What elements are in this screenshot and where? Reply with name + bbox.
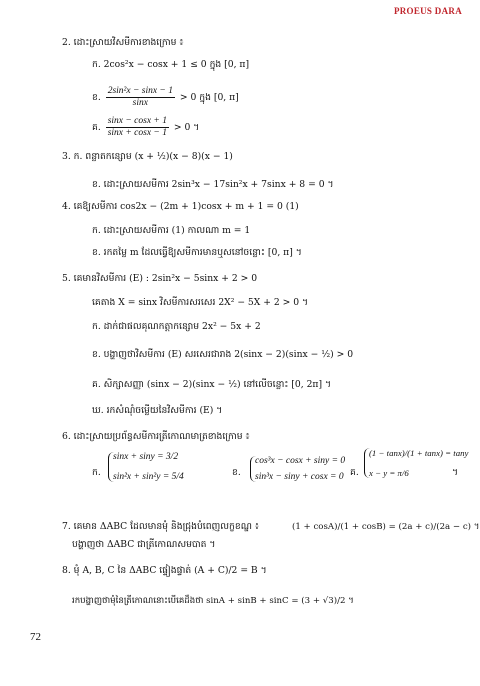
system-end: ។ bbox=[452, 467, 459, 478]
problem-5-b: ខ. បង្ហាញថាវិសមីការ (E) សរសេរជារាង 2(sinx − 2)(sinx − ½) > 0 bbox=[92, 349, 354, 360]
header-brand: PROEUS DARA bbox=[393, 6, 462, 16]
problem-3-a: 3. ក. ពន្លាតកន្សោម (x + ½)(x − 8)(x − 1) bbox=[62, 151, 233, 162]
problem-3-b: ខ. ដោះស្រាយសមីការ 2sin³x − 17sin²x + 7sinx + 8 = 0 ។ bbox=[92, 179, 334, 190]
problem-4-b: ខ. រកតម្លៃ m ដែលធ្វើឱ្យសមីការមានឬសនៅចន្លោះ [0, π] ។ bbox=[92, 247, 302, 258]
problem-7-heading: 7. គេមាន ΔABC ដែលមានមុំ និងជ្រុងបំពេញលក្ខខណ្ឌ ៖ bbox=[62, 521, 259, 532]
system-b: cos³x − cosx + siny = 0 sin³x − siny + cosx = 0 bbox=[250, 456, 345, 482]
problem-5-d: ឃ. រកសំណុំចម្លើយនៃវិសមីការ (E) ។ bbox=[92, 405, 223, 416]
system-b-label: ខ. bbox=[232, 467, 241, 478]
problem-6-heading: 6. ដោះស្រាយប្រព័ន្ធសមីការត្រីកោណមាត្រខាងក្រោម ៖ bbox=[62, 431, 250, 442]
problem-2-heading: 2. ដោះស្រាយវិសមីការខាងក្រោម ៖ bbox=[62, 37, 184, 48]
problem-5-intro: គេតាង X = sinx វិសមីការសរសេរ 2X² − 5X + 2 > 0 ។ bbox=[92, 297, 309, 308]
problem-2-c: គ. $\frac{\sin x - \cos x + 1}{\sin x + \cos x - 1}$ > 0 ។ bbox=[92, 116, 200, 138]
problem-8-task: រកបង្ហាញថាមុំនៃត្រីកោណនោះបើគេដឹងថា sinA + sinB + sinC = (3 + √3)/2 ។ bbox=[72, 596, 354, 606]
problem-8-heading: 8. មុំ A, B, C នៃ ΔABC ផ្ទៀងផ្ទាត់ (A + C)/2 = B ។ bbox=[62, 565, 267, 576]
system-c-label: គ. bbox=[350, 467, 359, 478]
page-number: 72 bbox=[30, 631, 41, 643]
problem-5-a: ក. ដាក់ជាផលគុណកត្តាកន្សោម 2x² − 5x + 2 bbox=[92, 321, 261, 332]
problem-7-equation: (1 + cosA)/(1 + cosB) = (2a + c)/(2a − c) ។ bbox=[292, 522, 480, 532]
problem-4-heading: 4. គេឱ្យសមីការ cos2x − (2m + 1)cosx + m + 1 = 0 (1) bbox=[62, 201, 299, 212]
problem-4-a: ក. ដោះស្រាយសមីការ (1) កាលណា m = 1 bbox=[92, 225, 251, 236]
problem-2-b: ខ. $\frac{\text{2sin²x − sinx − 1}}{\sin x}$ > 0 ក្នុង [0, π] bbox=[92, 86, 239, 108]
system-a-label: ក. bbox=[92, 467, 101, 478]
problem-5-heading: 5. គេមានវិសមីការ (E) : 2sin²x − 5sinx + 2 > 0 bbox=[62, 273, 258, 284]
problem-2-a: ក. 2cos²x − cosx + 1 ≤ 0 ក្នុង [0, π] bbox=[92, 59, 250, 70]
system-c: (1 − tanx)/(1 + tanx) = tany x − y = π/6 bbox=[364, 448, 468, 478]
problem-5-c: គ. សិក្សាសញ្ញា (sinx − 2)(sinx − ½) នៅលើចន្លោះ [0, 2π] ។ bbox=[92, 379, 332, 390]
problem-7-task: បង្ហាញថា ΔABC ជាត្រីកោណសមបាត ។ bbox=[72, 539, 216, 550]
system-a: sinx + siny = 3/2 sin²x + sin²y = 5/4 bbox=[108, 452, 184, 482]
